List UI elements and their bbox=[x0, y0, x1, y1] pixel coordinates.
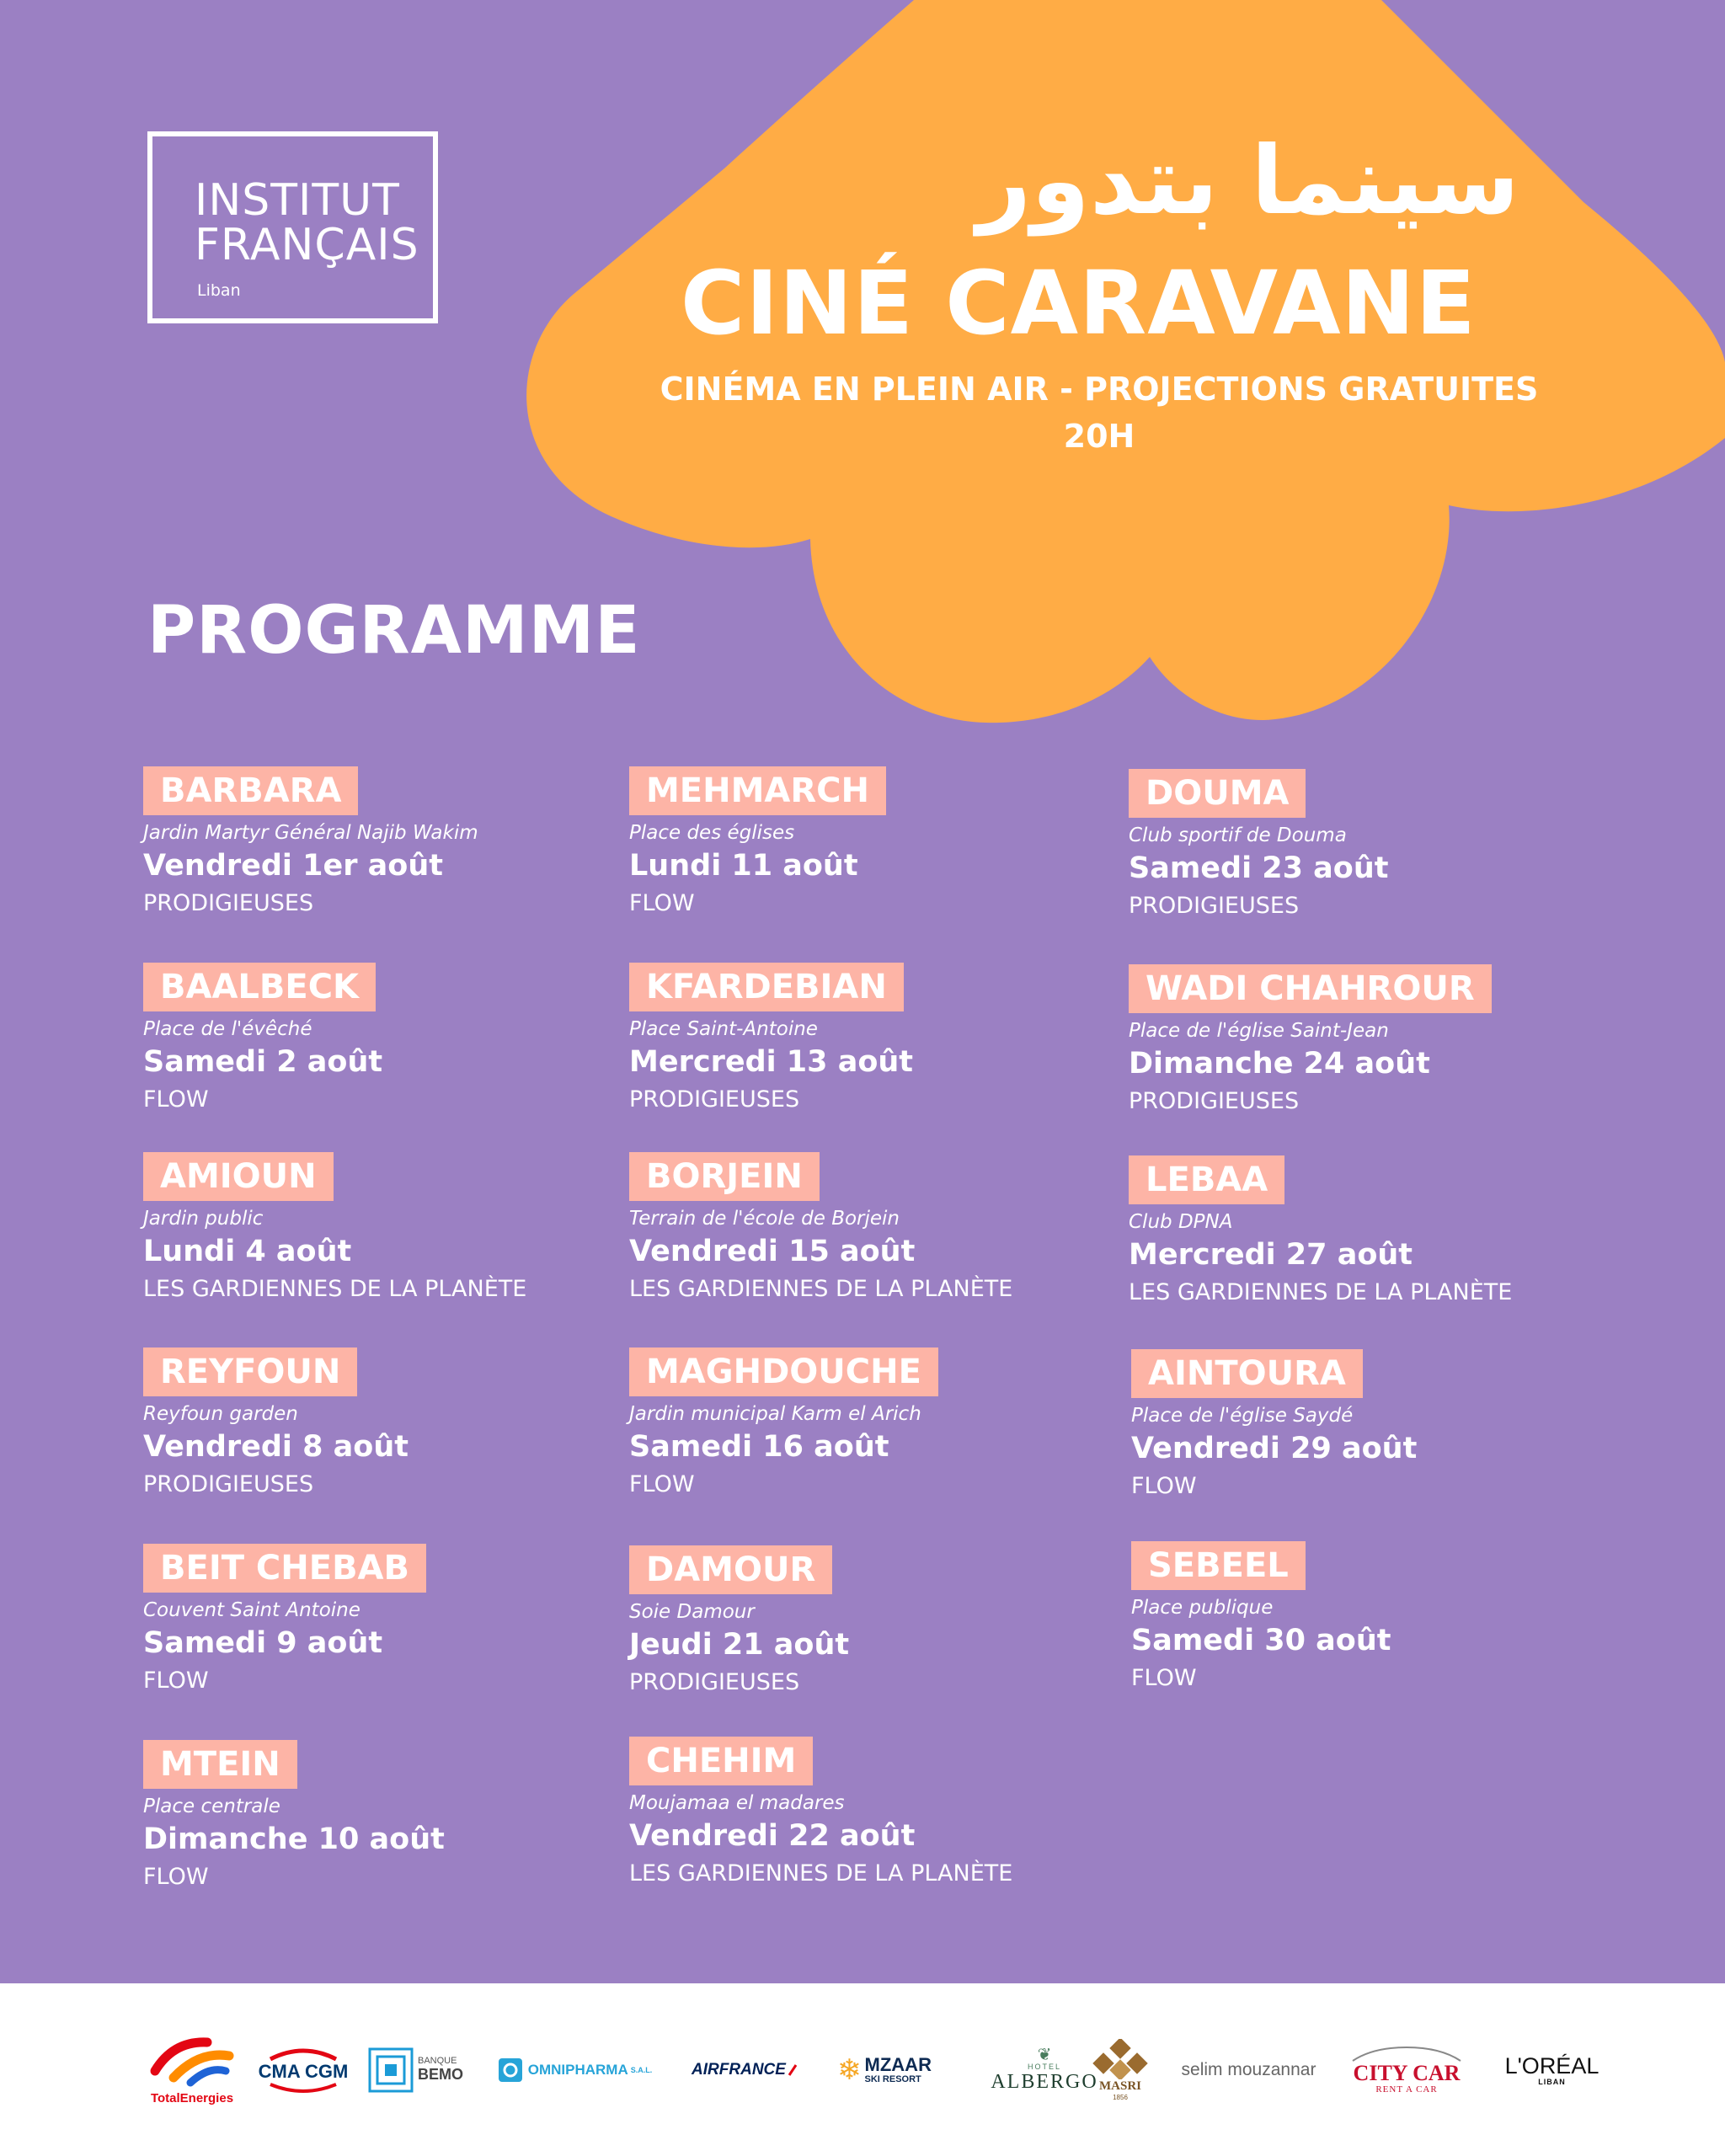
event-card bbox=[629, 1737, 1101, 1888]
event-film: PRODIGIEUSES bbox=[143, 890, 314, 916]
event-film: LES GARDIENNES DE LA PLANÈTE bbox=[1129, 1279, 1513, 1305]
subtitle-time: 20H bbox=[1063, 418, 1135, 455]
event-city: MTEIN bbox=[143, 1740, 297, 1789]
event-venue: Jardin Martyr Général Najib Wakim bbox=[143, 822, 478, 844]
event-film: LES GARDIENNES DE LA PLANÈTE bbox=[629, 1276, 1013, 1302]
loreal-text: L'ORÉAL bbox=[1504, 2052, 1599, 2079]
omnipharma-logo bbox=[490, 1983, 659, 2156]
event-venue: Club DPNA bbox=[1129, 1211, 1233, 1233]
masri-logo bbox=[1082, 1983, 1158, 2156]
event-film: FLOW bbox=[629, 890, 695, 916]
mzaar-text: MZAAR bbox=[864, 2053, 932, 2075]
air-france-stripe-icon bbox=[786, 2063, 799, 2077]
event-film: FLOW bbox=[143, 1864, 209, 1890]
event-film: FLOW bbox=[1131, 1665, 1197, 1691]
event-city: DOUMA bbox=[1129, 769, 1306, 818]
event-venue: Place publique bbox=[1131, 1597, 1274, 1619]
masri-year-text: 1856 bbox=[1113, 2093, 1128, 2101]
event-film: LES GARDIENNES DE LA PLANÈTE bbox=[143, 1276, 527, 1302]
event-venue: Jardin public bbox=[143, 1208, 264, 1230]
event-card bbox=[1129, 1155, 1600, 1307]
programme-heading: PROGRAMME bbox=[147, 593, 641, 669]
event-date: Samedi 23 août bbox=[1129, 851, 1389, 885]
omnipharma-text: OMNIPHARMA bbox=[527, 2061, 628, 2078]
omnipharma-suffix: S.A.L. bbox=[630, 2065, 653, 2074]
subtitle-projections: CINÉMA EN PLEIN AIR - PROJECTIONS GRATUITES bbox=[660, 371, 1539, 408]
event-date: Mercredi 27 août bbox=[1129, 1238, 1413, 1272]
event-film: PRODIGIEUSES bbox=[1129, 893, 1300, 919]
event-venue: Reyfoun garden bbox=[143, 1403, 298, 1425]
event-city: MAGHDOUCHE bbox=[629, 1348, 938, 1396]
logo-line2: FRANÇAIS bbox=[195, 220, 419, 270]
event-city: KFARDEBIAN bbox=[629, 963, 904, 1011]
car-outline-icon bbox=[1348, 2046, 1466, 2063]
event-date: Vendredi 15 août bbox=[629, 1235, 916, 1268]
event-card bbox=[143, 1152, 615, 1304]
bemo-text: BEMO bbox=[418, 2066, 463, 2083]
event-date: Vendredi 8 août bbox=[143, 1430, 409, 1464]
event-film: LES GARDIENNES DE LA PLANÈTE bbox=[629, 1860, 1013, 1886]
total-energies-text: TotalEnergies bbox=[150, 2091, 234, 2105]
masri-text: MASRI bbox=[1098, 2079, 1141, 2093]
event-venue: Jardin municipal Karm el Arich bbox=[629, 1403, 921, 1425]
city-car-text: CITY CAR bbox=[1353, 2060, 1461, 2085]
event-card bbox=[1131, 1541, 1603, 1693]
event-card bbox=[629, 1152, 1101, 1304]
event-city: BORJEIN bbox=[629, 1152, 820, 1201]
event-date: Samedi 16 août bbox=[629, 1430, 889, 1464]
event-city: AINTOURA bbox=[1131, 1349, 1363, 1398]
event-city: WADI CHAHROUR bbox=[1129, 964, 1492, 1013]
cma-cgm-arc-icon bbox=[265, 2046, 341, 2061]
albergo-leaf-icon: ❦ bbox=[1037, 2044, 1052, 2064]
cma-cgm-text: CMA CGM bbox=[258, 2060, 349, 2082]
selim-mouzannar-logo bbox=[1175, 1983, 1322, 2156]
title-french: CINÉ CARAVANE bbox=[681, 252, 1477, 355]
cma-cgm-bottom-arc-icon bbox=[265, 2083, 341, 2095]
event-venue: Place centrale bbox=[143, 1796, 280, 1817]
event-card bbox=[629, 963, 1101, 1114]
event-card bbox=[1129, 964, 1600, 1116]
event-venue: Place de l'église Saint-Jean bbox=[1129, 1020, 1389, 1042]
loreal-logo bbox=[1491, 1983, 1613, 2156]
banque-bemo-logo bbox=[364, 1983, 467, 2156]
event-city: MEHMARCH bbox=[629, 766, 886, 815]
event-film: FLOW bbox=[143, 1668, 209, 1694]
event-card bbox=[629, 1348, 1101, 1499]
event-city: REYFOUN bbox=[143, 1348, 357, 1396]
event-venue: Terrain de l'école de Borjein bbox=[629, 1208, 900, 1230]
bemo-top-text: BANQUE bbox=[418, 2056, 457, 2066]
event-date: Vendredi 29 août bbox=[1131, 1432, 1418, 1465]
event-date: Dimanche 24 août bbox=[1129, 1047, 1430, 1081]
event-city: CHEHIM bbox=[629, 1737, 813, 1785]
event-film: FLOW bbox=[1131, 1473, 1197, 1499]
total-swirl-icon bbox=[148, 2034, 236, 2088]
event-city: DAMOUR bbox=[629, 1545, 832, 1594]
event-city: SEBEEL bbox=[1131, 1541, 1306, 1590]
air-france-text: AIRFRANCE bbox=[692, 2060, 786, 2079]
event-date: Jeudi 21 août bbox=[629, 1628, 850, 1662]
event-venue: Moujamaa el madares bbox=[629, 1792, 845, 1814]
event-film: PRODIGIEUSES bbox=[143, 1471, 314, 1497]
event-city: BAALBECK bbox=[143, 963, 376, 1011]
event-city: AMIOUN bbox=[143, 1152, 334, 1201]
omnipharma-icon bbox=[497, 2057, 524, 2084]
event-venue: Place de l'église Saydé bbox=[1131, 1405, 1354, 1427]
title-arabic: سينما بتدور bbox=[976, 126, 1519, 236]
event-card bbox=[143, 963, 615, 1114]
loreal-sub-text: LIBAN bbox=[1538, 2077, 1566, 2086]
event-film: FLOW bbox=[143, 1086, 209, 1113]
event-card bbox=[143, 1740, 615, 1892]
event-card bbox=[629, 766, 1101, 918]
selim-mouzannar-text: selim mouzannar bbox=[1181, 2059, 1316, 2079]
logo-sub: Liban bbox=[197, 281, 241, 300]
event-date: Vendredi 22 août bbox=[629, 1819, 916, 1853]
mzaar-sub-text: SKI RESORT bbox=[864, 2073, 921, 2084]
institut-francais-logo bbox=[147, 131, 438, 323]
event-card bbox=[143, 1544, 615, 1695]
event-card bbox=[629, 1545, 1101, 1697]
event-venue: Soie Damour bbox=[629, 1601, 755, 1623]
event-film: FLOW bbox=[629, 1471, 695, 1497]
event-city: BEIT CHEBAB bbox=[143, 1544, 426, 1593]
event-venue: Place de l'évêché bbox=[143, 1018, 312, 1040]
event-venue: Place des églises bbox=[629, 822, 795, 844]
albergo-top-text: HOTEL bbox=[1027, 2063, 1061, 2071]
city-car-logo bbox=[1343, 1983, 1470, 2156]
event-card bbox=[1129, 769, 1600, 921]
albergo-text: ALBERGO bbox=[991, 2071, 1098, 2093]
city-car-sub-text: RENT A CAR bbox=[1375, 2084, 1438, 2095]
bemo-square-icon bbox=[367, 2047, 414, 2094]
total-energies-logo bbox=[145, 1983, 239, 2156]
event-date: Lundi 4 août bbox=[143, 1235, 352, 1268]
event-film: PRODIGIEUSES bbox=[1129, 1088, 1300, 1114]
masri-emblem-icon bbox=[1087, 2039, 1153, 2079]
event-venue: Club sportif de Douma bbox=[1129, 825, 1347, 846]
event-venue: Couvent Saint Antoine bbox=[143, 1599, 360, 1621]
snowflake-icon: ❄ bbox=[837, 2052, 862, 2087]
cma-cgm-logo bbox=[257, 1983, 350, 2156]
air-france-logo bbox=[678, 1983, 813, 2156]
event-date: Mercredi 13 août bbox=[629, 1045, 914, 1079]
event-date: Samedi 2 août bbox=[143, 1045, 383, 1079]
event-city: BARBARA bbox=[143, 766, 358, 815]
sponsor-strip bbox=[0, 1983, 1725, 2156]
event-film: PRODIGIEUSES bbox=[629, 1669, 800, 1695]
event-date: Vendredi 1er août bbox=[143, 849, 443, 883]
event-date: Samedi 9 août bbox=[143, 1626, 383, 1660]
event-card bbox=[143, 766, 615, 918]
event-film: PRODIGIEUSES bbox=[629, 1086, 800, 1113]
event-date: Samedi 30 août bbox=[1131, 1624, 1391, 1657]
logo-line1: INSTITUT bbox=[195, 175, 400, 226]
event-date: Dimanche 10 août bbox=[143, 1822, 445, 1856]
event-card bbox=[143, 1348, 615, 1499]
event-venue: Place Saint-Antoine bbox=[629, 1018, 818, 1040]
mzaar-logo bbox=[825, 1983, 943, 2156]
event-card bbox=[1131, 1349, 1603, 1501]
event-date: Lundi 11 août bbox=[629, 849, 858, 883]
event-city: LEBAA bbox=[1129, 1155, 1284, 1204]
albergo-logo bbox=[991, 1983, 1098, 2156]
